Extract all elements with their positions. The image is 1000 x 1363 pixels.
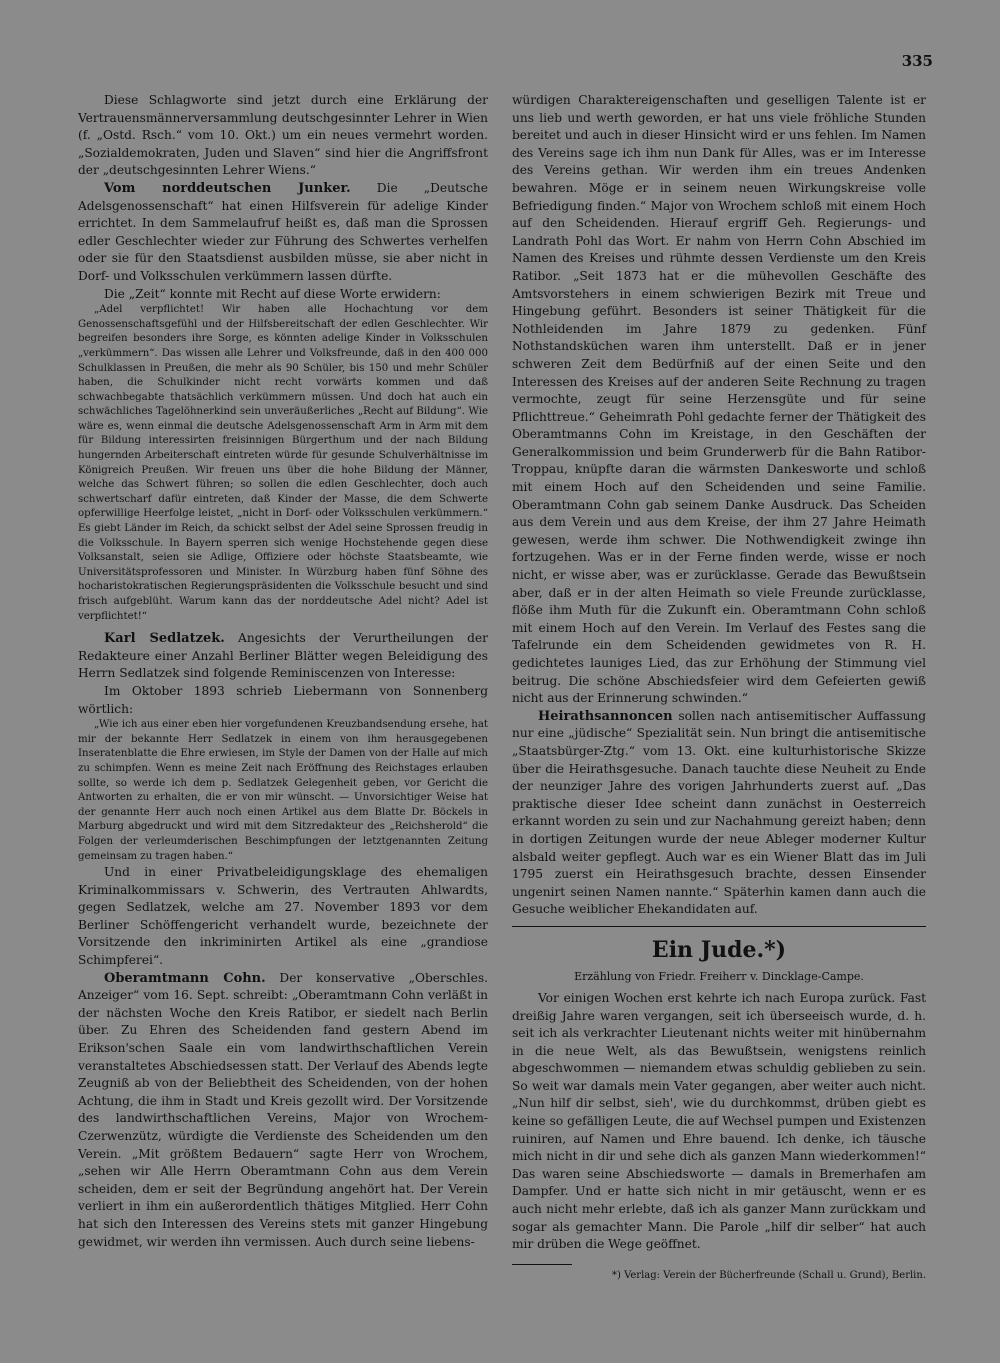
liebermann-intro: Im Oktober 1893 schrieb Liebermann von Sonnenberg wörtlich: bbox=[78, 683, 488, 716]
right-column bbox=[512, 92, 926, 1283]
footnote: *) Verlag: Verein der Bücherfreunde (Schall u. Grund), Berlin. bbox=[611, 1269, 926, 1281]
paragraph-cohn bbox=[78, 970, 488, 1252]
story-subtitle: Erzählung von Friedr. Freiherr v. Dincklage-Campe. bbox=[574, 969, 864, 983]
paragraph-cohn-continued: würdigen Charaktereigenschaften und geselligen Talente ist er uns lieb und werth geworden, er hat uns viele fröhliche Stunden bereitet und auch in dieser Hinsicht wird er uns fehlen. Im Namen des Vereins sage ich ihm nun Dank für Alles, was er im Interesse des Vereins gethan. Wir werden ihm ein treues Andenken bewahren. Möge er in seinem neuen Wirkungskreise volle Befriedigung finden.“ Major von Wrochem schloß mit einem Hoch auf den Scheidenden. Hierauf ergriff Geh. Regierungs- und Landrath Pohl das Wort. Er nahm von Herrn Cohn Abschied im Namen des Kreises und rühmte dessen Verdienste um den Kreis Ratibor. „Seit 1873 hat er die mühevollen Geschäfte des Amtsvorstehers in einem schwierigen Bezirk mit Treue und Hingebung geführt. Besonders ist seiner Thätigkeit für die Nothleidenden im Jahre 1879 zu gedenken. Fünf Nothstandsküchen waren ihm unterstellt. Daß er in jener schweren Zeit dem Bedürfniß auf der einen Seite und den Interessen des Kreises auf der anderen Seite Rechnung zu tragen vermochte, zeugt für seine Herzensgüte und für seine Pflichttreue.“ Geheimrath Pohl gedachte ferner der Thätigkeit des Oberamtmanns Cohn im Kreistage, in den Geschäften der Generalkommission und beim Grunderwerb für die Bahn Ratibor-Troppau, knüpfte daran die wärmsten Dankesworte und schloß mit einem Hoch auf den Scheidenden und seine Familie. Oberamtmann Cohn gab seinem Danke Ausdruck. Das Scheiden aus dem Verein und aus dem Kreise, der ihm 27 Jahre Heimath gewesen, werde ihm schwer. Die Nothwendigkeit zwinge ihn fortzugehen. Was er in der Ferne finden werde, wisse er noch nicht, er wisse aber, was er zurücklasse. Gerade das Bewußtsein aber, daß er in der alten Heimath so viele Freunde zurücklasse, flöße ihm Muth für die Zukunft ein. Oberamtmann Cohn schloß mit einem Hoch auf den Verein. Im Verlauf des Festes sang die Tafelrunde ein dem Scheidenden gewidmetes von R. H. gedichtetes launiges Lied, das zur Erhöhung der Stimmung viel beitrug. Die schöne Abschiedsfeier wird dem Gefeierten gewiß nicht aus der Erinnerung schwinden.“ bbox=[512, 93, 926, 706]
section-heading-junker: Vom norddeutschen Junker. bbox=[104, 180, 351, 196]
liebermann-quote bbox=[78, 718, 488, 864]
section-heading-heirath: Heirathsannoncen bbox=[538, 708, 673, 724]
paragraph-sedlatzek bbox=[78, 630, 488, 683]
paragraph-heirath bbox=[512, 708, 926, 919]
zeit-quote-text: „Adel verpflichtet! Wir haben alle Hochachtung vor dem Genossenschaftsgefühl und der Hilfsbereitschaft der edlen Geschlechter. Wir begreifen besonders ihre Sorge, es könnten adelige Kinder in Volksschulen „verkümmern“. Das wissen alle Lehrer und Volksfreunde, daß in den 400 000 Schulklassen in Preußen, die mehr als 90 Schüler, bis 150 und mehr Schüler haben, die Schulkinder nicht recht vorwärts kommen und daß schwachbegabte thatsächlich verkümmern müssen. Und doch hat auch ein schwächliches Tagelöhnerkind sein unveräußerliches „Recht auf Bildung“. Wie wäre es, wenn einmal die deutsche Adelsgenossenschaft Arm in Arm mit dem für Bildung interessirten freisinnigen Bürgerthum und der nach Bildung hungernden Arbeiterschaft eintreten würde für gesunde Schulverhältnisse im Königreich Preußen. Wir freuen uns über die hohe Bildung der Männer, welche das Schwert führen; so sollen die edlen Geschlechter, doch auch schwertscharf dafür eintreten, daß Kinder der Masse, die dem Schwerte opferwillige Heerfolge leistet, „nicht in Dorf- oder Volksschulen verkümmern.“ Es giebt Länder im Reich, da schickt selbst der Adel seine Sprossen freudig in die Volksschule. In Bayern sperren sich wenige Hochstehende gegen diese Volksanstalt, seien sie Adlige, Offiziere oder höchste Staatsbeamte, wie Universitätsprofessoren und Minister. In Würzburg haben fünf Söhne des hocharistokratischen Regierungspräsidenten die Volksschule besucht und sind frisch aufgeblüht. Warum kann das der norddeutsche Adel nicht? Adel ist verpflichtet!“ bbox=[78, 304, 488, 622]
page-number: 335 bbox=[901, 52, 933, 70]
zeit-quote bbox=[78, 303, 488, 624]
section-heading-cohn: Oberamtmann Cohn. bbox=[104, 970, 266, 986]
story-text: Vor einigen Wochen erst kehrte ich nach Europa zurück. Fast dreißig Jahre waren vergangen, seit ich überseeisch wurde, d. h. seit ich als verkrachter Lieutenant nichts weiter mit hinübernahm in die neue Welt, als das Bewußtsein, wenigstens reinlich abgeschwommen — niemandem etwas schuldig geblieben zu sein. So weit war damals mein Vater gegangen, aber weiter auch nicht. „Nun hilf dir selbst, sieh', wie du durchkommst, drüben giebt es keine so gefälligen Leute, die auf Wechsel pumpen und Existenzen ruiniren, auf Namen und Ehre bauend. Ich denke, ich täusche mich nicht in dir und sehe dich als ganzen Mann wiederkommen!“ Das waren seine Abschiedsworte — damals in Bremerhafen am Dampfer. Und er hatte sich nicht in mir getäuscht, wenn er es auch nicht mehr erlebte, daß ich als ganzer Mann zurückkam und sogar als gemachter Mann. Die Parole „hilf dir selber“ hat auch mir drüben die Wege geöffnet. bbox=[512, 990, 926, 1252]
liebermann-quote-text: „Wie ich aus einer eben hier vorgefundenen Kreuzbandsendung ersehe, hat mir der bekannte Herr Sedlatzek in einem von ihm herausgegebenen Inseratenblatte die Ehre erwiesen, im Style der Damen von der Halle auf mich zu schimpfen. Wenn es meine Zeit nach Eröffnung des Reichstages erlauben sollte, so werde ich dem p. Sedlatzek Gelegenheit geben, vor Gericht die Antworten zu erhalten, die er von mir wünscht. — Unvorsichtiger Weise hat der genannte Herr auch noch einen Artikel aus dem Blatte Dr. Böckels in Marburg abgedruckt und wird mit dem Sitzredakteur des „Reichsherold“ die Folgen der verleumderischen Beschimpfungen der letztgenannten Zeitung gemeinsam zu tragen haben.“ bbox=[78, 719, 488, 862]
paragraph-schwerin: Und in einer Privatbeleidigungsklage des ehemaligen Kriminalkommissars v. Schwerin, des Vertrauten Ahlwardts, gegen Sedlatzek, welche am 27. November 1893 vor dem Berliner Schöffengericht verhandelt wurde, bezeichnete der Vorsitzende den inkriminirten Artikel als eine „grandiose Schimpferei“. bbox=[78, 865, 488, 968]
cohn-text: Der konservative „Oberschles. Anzeiger“ vom 16. Sept. schreibt: „Oberamtmann Cohn verläßt in der nächsten Woche den Kreis Ratibor, er siedelt nach Berlin über. Zu Ehren des Scheidenden fand gestern Abend im Erikson'schen Saale ein vom landwirthschaftlichen Verein veranstaltetes Abschiedsessen statt. Der Verlauf des Abends legte Zeugniß ab von der Beliebtheit des Scheidenden, von der hohen Achtung, die ihm in Stadt und Kreis gezollt wird. Der Vorsitzende des landwirthschaftlichen Vereins, Major von Wrochem-Czerwenzütz, würdigte die Verdienste des Scheidenden um den Verein. „Mit größtem Bedauern“ sagte Herr von Wrochem, „sehen wir Alle Herrn Oberamtmann Cohn aus dem Verein scheiden, dem er seit der Begründung angehört hat. Der Verein verliert in ihm ein außerordentlich thätiges Mitglied. Herr Cohn hat sich den Interessen des Vereins stets mit ganzer Hingebung gewidmet, wir werden ihn vermissen. Auch durch seine liebens- bbox=[78, 970, 488, 1249]
heirath-text: sollen nach antisemitischer Auffassung nur eine „jüdische“ Spezialität sein. Nun bringt die antisemitische „Staatsbürger-Ztg.“ vom 13. Okt. eine kulturhistorische Skizze über die Heirathsgesuche. Danach tauchte diese Neuheit zu Ende der neunziger Jahre des vorigen Jahrhunderts zuerst auf. „Das praktische dieser Idee scheint dann zunächst in Oesterreich erkannt worden zu sein und zur Nachahmung gereizt haben; denn in dortigen Zeitungen wurde der neue Ableger moderner Kultur alsbald weiter gepflegt. Auch war es ein Wiener Blatt das im Juli 1795 zuerst ein Heirathsgesuch brachte, dessen Einsender ungenirt seinen Namen nannte.“ Späterhin kamen dann auch die Gesuche weiblicher Ehekandidaten auf. bbox=[512, 708, 926, 917]
junker-text: Die „Deutsche Adelsgenossenschaft“ hat einen Hilfsverein für adelige Kinder errichtet. In dem Sammelaufruf heißt es, daß man die Sprossen edler Geschlechter wieder zur Führung des Schwertes verhelfen oder sie für den Staatsdienst ausbilden müsse, sie aber nicht in Dorf- und Volksschulen verkümmern lassen dürfte. bbox=[78, 180, 488, 283]
section-heading-sedlatzek: Karl Sedlatzek. bbox=[104, 631, 225, 647]
footnote-rule bbox=[512, 1264, 572, 1265]
section-divider bbox=[512, 926, 926, 927]
sedlatzek-text: Angesichts der Verurtheilungen der Redakteure einer Anzahl Berliner Blätter wegen Beleidigung des Herrn Sedlatzek sind folgende Reminiscenzen von Interesse: bbox=[78, 631, 488, 681]
left-column bbox=[78, 92, 488, 1251]
paragraph-lehrer: Diese Schlagworte sind jetzt durch eine Erklärung der Vertrauensmännerversammlung deutschgesinnter Lehrer in Wien (f. „Ostd. Rsch.“ vom 10. Okt.) um ein neues vermehrt worden. „Sozialdemokraten, Juden und Slaven“ sind hier die Angriffsfront der „deutschgesinnten Lehrer Wiens.“ bbox=[78, 93, 488, 178]
story-title: Ein Jude.*) bbox=[651, 936, 787, 963]
zeit-intro: Die „Zeit“ konnte mit Recht auf diese Worte erwidern: bbox=[104, 286, 441, 301]
paragraph-junker bbox=[78, 180, 488, 286]
